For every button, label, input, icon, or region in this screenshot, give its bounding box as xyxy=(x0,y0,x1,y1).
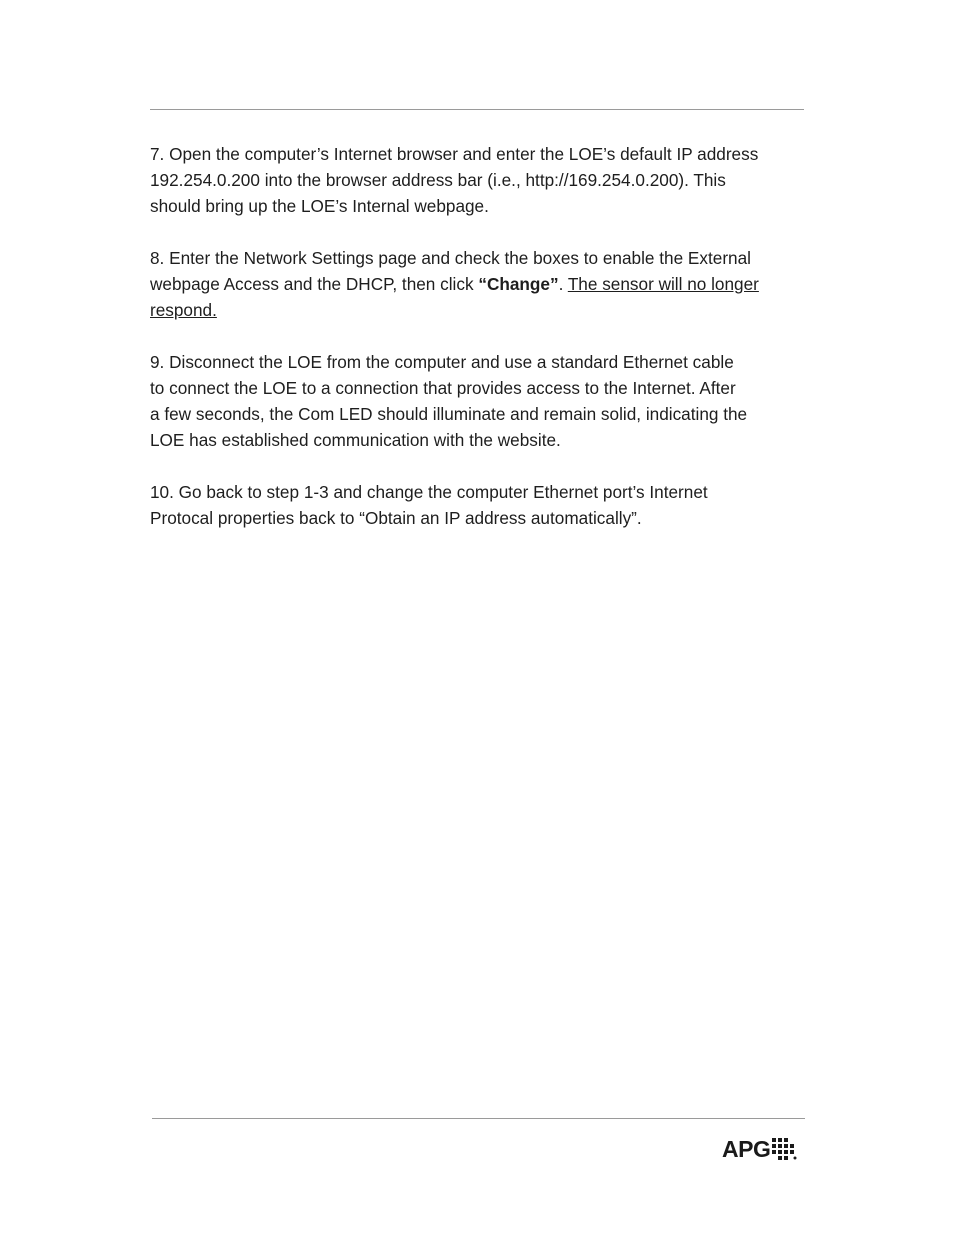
step-8-line-2: webpage Access and the DHCP, then click xyxy=(150,274,479,294)
step-8-separator: . xyxy=(558,274,568,294)
step-9-line-4: LOE has established communication with the website. xyxy=(150,430,561,450)
apg-dot-grid-logo-icon xyxy=(771,1137,797,1161)
step-10-line-2: Protocal properties back to “Obtain an IP address automatically”. xyxy=(150,508,642,528)
step-7-line-1: 7. Open the computer’s Internet browser and enter the LOE’s default IP address xyxy=(150,144,759,164)
step-9-line-1: 9. Disconnect the LOE from the computer and use a standard Ethernet cable xyxy=(150,352,734,372)
header-divider xyxy=(150,109,804,110)
step-8-paragraph xyxy=(150,245,810,323)
step-7-paragraph xyxy=(150,141,810,219)
step-9-line-3: a few seconds, the Com LED should illuminate and remain solid, indicating the xyxy=(150,404,748,424)
sensor-warning-part-2: respond. xyxy=(150,300,217,320)
step-8-line-1: 8. Enter the Network Settings page and check the boxes to enable the External xyxy=(150,248,751,268)
step-9-paragraph xyxy=(150,349,810,453)
step-10-paragraph xyxy=(150,479,810,531)
sensor-warning-part-1: The sensor will no longer xyxy=(567,274,759,294)
step-10-line-1: 10. Go back to step 1-3 and change the computer Ethernet port’s Internet xyxy=(150,482,708,502)
step-9-line-2: to connect the LOE to a connection that provides access to the Internet. After xyxy=(150,378,736,398)
document-body xyxy=(150,141,810,557)
step-7-line-3: should bring up the LOE’s Internal webpage. xyxy=(150,196,489,216)
apg-logo xyxy=(722,1136,797,1162)
logo-text: APG xyxy=(722,1136,771,1162)
step-7-line-2: 192.254.0.200 into the browser address bar (i.e., http://169.254.0.200). This xyxy=(150,170,726,190)
change-button-reference: “Change” xyxy=(478,274,559,294)
footer-divider xyxy=(152,1118,805,1119)
